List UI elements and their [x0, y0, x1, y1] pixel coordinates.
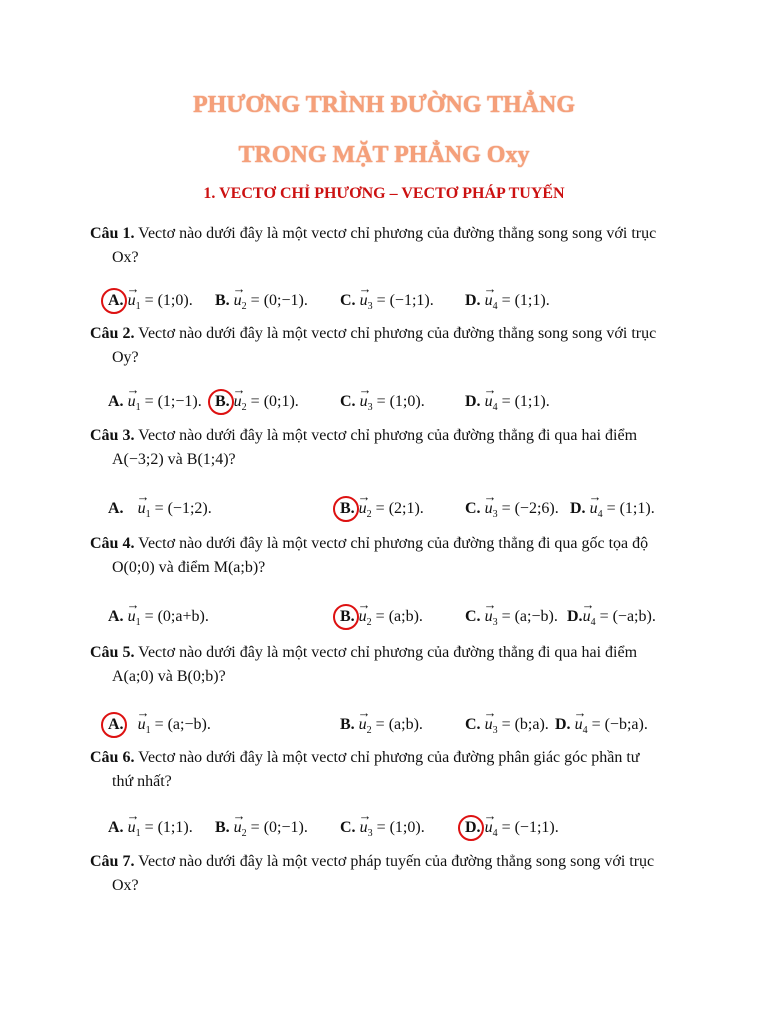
- question-6: [90, 746, 680, 794]
- question-text: Vectơ nào dưới đây là một vectơ chỉ phương của đường thẳng song song với trục: [138, 225, 657, 242]
- vector-u: → $u_4$: [485, 383, 498, 421]
- vector-u: → $u_2$: [359, 598, 372, 636]
- option-expr: = (1;0).: [144, 292, 193, 309]
- vector-u: → $u_3$: [360, 282, 373, 320]
- option-letter-circled: A.: [108, 712, 124, 738]
- question-text: Vectơ nào dưới đây là một vectơ chỉ phương của đường thẳng song song với trục: [138, 325, 657, 342]
- question-text-continued: Ox?: [112, 877, 139, 894]
- option-b[interactable]: [215, 282, 308, 320]
- option-b[interactable]: [340, 490, 424, 528]
- option-expr: = (a;b).: [375, 608, 423, 625]
- page-title-line-1: PHƯƠNG TRÌNH ĐƯỜNG THẲNG: [192, 92, 576, 118]
- option-letter: C.: [340, 393, 356, 410]
- vector-u: → $u_1$: [138, 706, 151, 744]
- option-c[interactable]: [340, 809, 425, 847]
- answer-options-3: [108, 490, 708, 521]
- option-letter: D.: [570, 500, 586, 517]
- option-expr: = (1;1).: [501, 393, 550, 410]
- option-letter-circled: B.: [340, 604, 355, 630]
- question-label: Câu 5.: [90, 644, 135, 661]
- option-c[interactable]: [465, 706, 549, 744]
- option-a[interactable]: [108, 598, 209, 636]
- question-3: [90, 424, 680, 472]
- option-letter: C.: [465, 500, 481, 517]
- option-letter-circled: A.: [108, 288, 124, 314]
- vector-u: → $u_1$: [138, 490, 151, 528]
- option-b[interactable]: [340, 598, 423, 636]
- option-letter-circled: B.: [340, 496, 355, 522]
- answer-options-4: [108, 598, 708, 629]
- option-expr: = (a;−b).: [154, 716, 211, 733]
- option-b[interactable]: [215, 809, 308, 847]
- option-expr: = (0;−1).: [250, 292, 308, 309]
- question-text: Vectơ nào dưới đây là một vectơ chỉ phương của đường phân giác góc phần tư: [138, 749, 640, 766]
- vector-u: → $u_3$: [485, 706, 498, 744]
- question-text-continued: Ox?: [112, 249, 139, 266]
- option-d[interactable]: [567, 598, 656, 636]
- vector-u: → $u_4$: [583, 598, 596, 636]
- page-title-line-2: TRONG MẶT PHẲNG Oxy: [238, 142, 530, 168]
- option-expr: = (−a;b).: [599, 608, 656, 625]
- vector-u: → $u_3$: [360, 809, 373, 847]
- option-letter: D.: [567, 608, 583, 625]
- option-expr: = (−1;1).: [376, 292, 434, 309]
- option-b[interactable]: [215, 383, 299, 421]
- option-b[interactable]: [340, 706, 423, 744]
- vector-u: → $u_3$: [360, 383, 373, 421]
- question-2: [90, 322, 680, 370]
- question-text: Vectơ nào dưới đây là một vectơ chỉ phương của đường thẳng đi qua gốc tọa độ: [138, 535, 649, 552]
- option-letter-circled: D.: [465, 815, 481, 841]
- option-expr: = (−1;1).: [501, 819, 559, 836]
- option-expr: = (1;0).: [376, 819, 425, 836]
- option-letter: D.: [465, 292, 481, 309]
- question-text-continued: Oy?: [112, 349, 139, 366]
- vector-u: → $u_2$: [234, 282, 247, 320]
- option-a[interactable]: [108, 809, 193, 847]
- answer-options-5: [108, 706, 708, 737]
- option-letter: A.: [108, 393, 124, 410]
- answer-options-1: [108, 282, 708, 313]
- option-c[interactable]: [340, 282, 434, 320]
- option-letter: A.: [108, 819, 124, 836]
- answer-options-2: [108, 383, 708, 414]
- option-a[interactable]: [108, 706, 211, 744]
- question-label: Câu 2.: [90, 325, 135, 342]
- option-letter: A.: [108, 500, 124, 517]
- option-expr: = (2;1).: [375, 500, 424, 517]
- vector-u: → $u_1$: [128, 282, 141, 320]
- option-c[interactable]: [340, 383, 425, 421]
- vector-u: → $u_4$: [485, 809, 498, 847]
- option-letter: B.: [215, 292, 230, 309]
- vector-u: → $u_1$: [128, 383, 141, 421]
- question-text: Vectơ nào dưới đây là một vectơ chỉ phương của đường thẳng đi qua hai điểm: [138, 644, 638, 661]
- option-d[interactable]: [570, 490, 655, 528]
- option-expr: = (1;1).: [144, 819, 193, 836]
- option-c[interactable]: [465, 490, 559, 528]
- option-expr: = (1;1).: [501, 292, 550, 309]
- section-heading: 1. VECTƠ CHỈ PHƯƠNG – VECTƠ PHÁP TUYẾN: [203, 185, 565, 202]
- question-text: Vectơ nào dưới đây là một vectơ chỉ phương của đường thẳng đi qua hai điểm: [138, 427, 638, 444]
- option-expr: = (0;−1).: [250, 819, 308, 836]
- option-letter: D.: [465, 393, 481, 410]
- option-a[interactable]: [108, 282, 193, 320]
- option-letter-circled: B.: [215, 389, 230, 415]
- question-5: [90, 641, 680, 689]
- option-expr: = (1;−1).: [144, 393, 202, 410]
- option-expr: = (−2;6).: [501, 500, 559, 517]
- vector-u: → $u_3$: [485, 490, 498, 528]
- vector-u: → $u_2$: [234, 809, 247, 847]
- option-letter: D.: [555, 716, 571, 733]
- option-expr: = (1;1).: [606, 500, 655, 517]
- question-4: [90, 532, 680, 580]
- question-text-continued: O(0;0) và điểm M(a;b)?: [112, 559, 266, 576]
- question-text-continued: thứ nhất?: [112, 773, 172, 790]
- question-text: Vectơ nào dưới đây là một vectơ pháp tuyến của đường thẳng song song với trục: [138, 853, 655, 870]
- question-7: [90, 850, 680, 898]
- vector-u: → $u_1$: [128, 809, 141, 847]
- question-label: Câu 1.: [90, 225, 135, 242]
- option-d[interactable]: [465, 383, 550, 421]
- option-d[interactable]: [465, 282, 550, 320]
- option-d[interactable]: [465, 809, 559, 847]
- question-text-continued: A(a;0) và B(0;b)?: [112, 668, 226, 685]
- question-label: Câu 4.: [90, 535, 135, 552]
- vector-u: → $u_4$: [485, 282, 498, 320]
- vector-u: → $u_2$: [359, 490, 372, 528]
- option-a[interactable]: [108, 383, 202, 421]
- option-expr: = (b;a).: [501, 716, 549, 733]
- option-letter: B.: [340, 716, 355, 733]
- question-text-continued: A(−3;2) và B(1;4)?: [112, 451, 236, 468]
- option-letter: C.: [340, 819, 356, 836]
- option-expr: = (a;b).: [375, 716, 423, 733]
- option-expr: = (0;a+b).: [144, 608, 209, 625]
- option-letter: B.: [215, 819, 230, 836]
- option-expr: = (−b;a).: [591, 716, 648, 733]
- vector-u: → $u_4$: [575, 706, 588, 744]
- option-a[interactable]: [108, 490, 212, 528]
- vector-u: → $u_2$: [359, 706, 372, 744]
- option-expr: = (a;−b).: [501, 608, 558, 625]
- vector-u: → $u_4$: [590, 490, 603, 528]
- vector-u: → $u_1$: [128, 598, 141, 636]
- option-expr: = (1;0).: [376, 393, 425, 410]
- option-letter: C.: [340, 292, 356, 309]
- question-1: [90, 222, 680, 270]
- vector-u: → $u_3$: [485, 598, 498, 636]
- option-expr: = (−1;2).: [154, 500, 212, 517]
- option-letter: A.: [108, 608, 124, 625]
- option-c[interactable]: [465, 598, 558, 636]
- answer-options-6: [108, 809, 708, 840]
- question-label: Câu 7.: [90, 853, 135, 870]
- option-letter: C.: [465, 716, 481, 733]
- option-letter: C.: [465, 608, 481, 625]
- option-expr: = (0;1).: [250, 393, 299, 410]
- question-label: Câu 6.: [90, 749, 135, 766]
- option-d[interactable]: [555, 706, 648, 744]
- vector-u: → $u_2$: [234, 383, 247, 421]
- question-label: Câu 3.: [90, 427, 135, 444]
